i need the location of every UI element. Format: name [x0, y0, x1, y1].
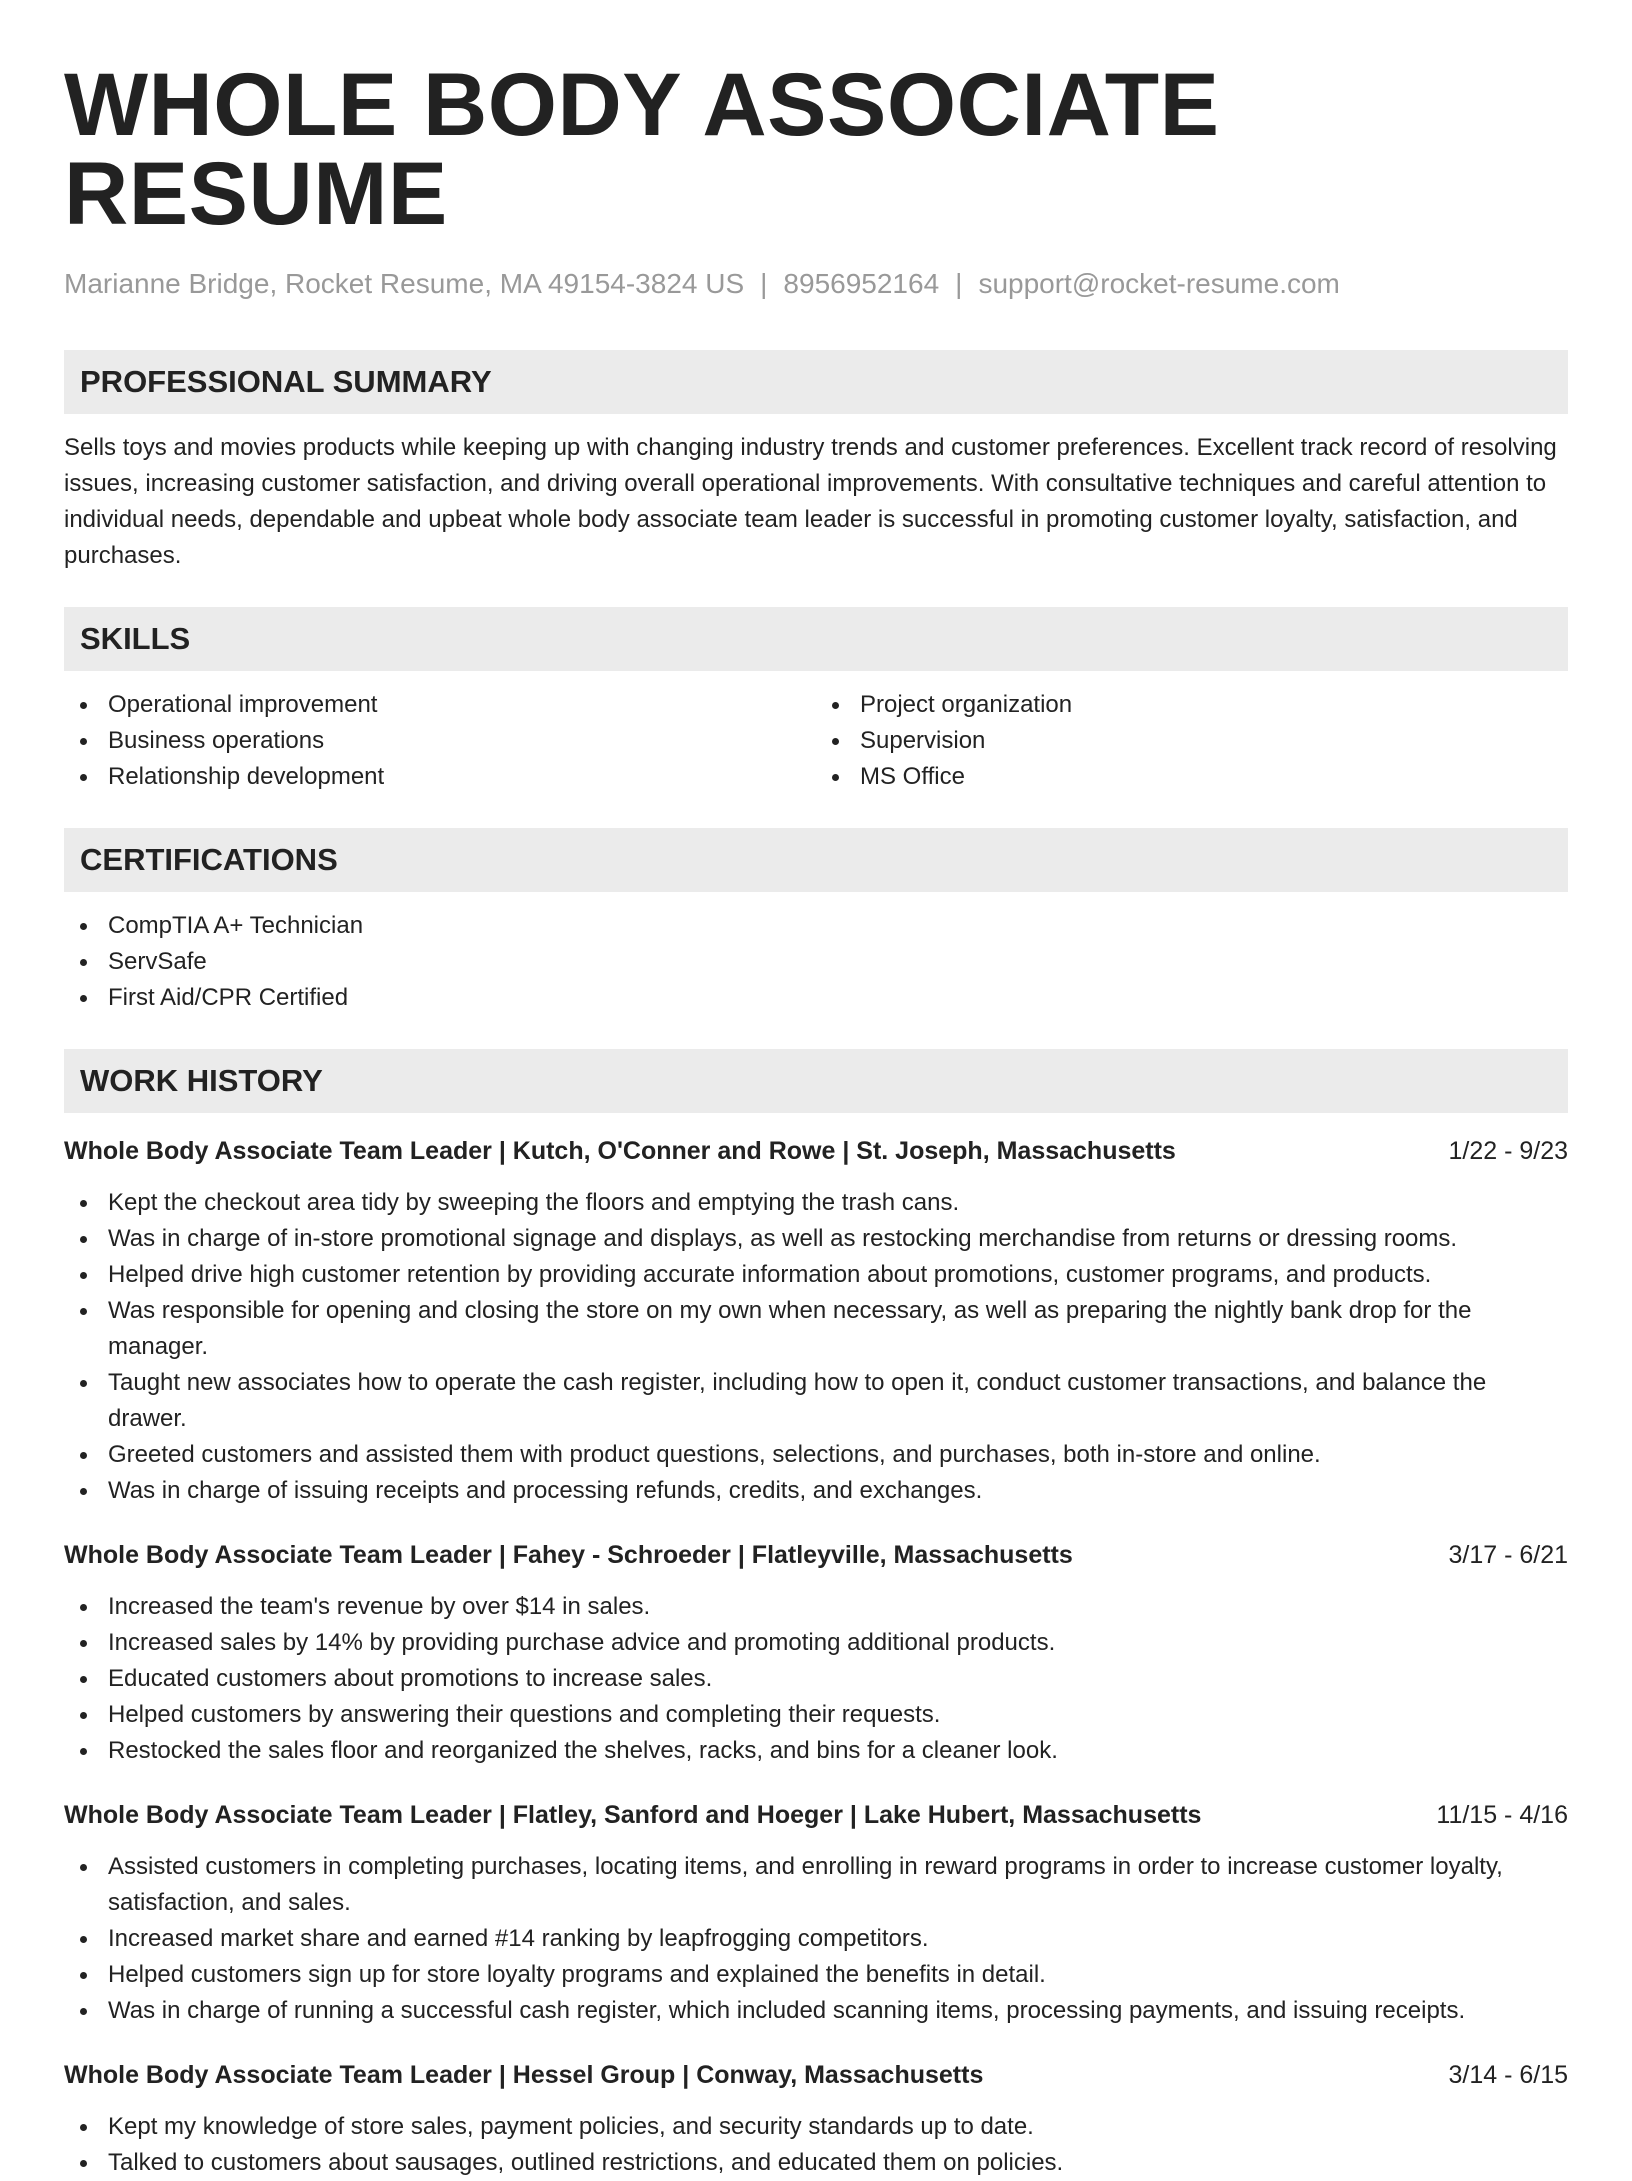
certifications-heading: CERTIFICATIONS [64, 828, 1568, 892]
skill-item: Project organization [816, 687, 1568, 723]
job-bullet: Was in charge of issuing receipts and processing refunds, credits, and exchanges. [64, 1473, 1568, 1509]
certification-item: CompTIA A+ Technician [64, 908, 1568, 944]
job-bullet: Increased market share and earned #14 ranking by leapfrogging competitors. [64, 1921, 1568, 1957]
job-bullet: Helped customers sign up for store loyalty programs and explained the benefits in detail. [64, 1957, 1568, 1993]
job-title: Whole Body Associate Team Leader | Flatley, Sanford and Hoeger | Lake Hubert, Massachusetts [64, 1801, 1202, 1829]
contact-phone: 8956952164 [783, 268, 940, 299]
job-entry [64, 2057, 1568, 2181]
job-bullet: Kept my knowledge of store sales, payment policies, and security standards up to date. [64, 2109, 1568, 2145]
job-entry [64, 1133, 1568, 1509]
skills-column-right [816, 687, 1568, 795]
job-bullets [64, 2109, 1568, 2181]
job-entry [64, 1537, 1568, 1769]
summary-heading: PROFESSIONAL SUMMARY [64, 350, 1568, 414]
skill-item: Relationship development [64, 759, 816, 795]
job-bullet: Assisted customers in completing purchases, locating items, and enrolling in reward programs in order to increase customer loyalty, satisfaction, and sales. [64, 1849, 1568, 1921]
summary-text: Sells toys and movies products while keeping up with changing industry trends and customer preferences. Excellent track record of resolving issues, increasing customer satisfaction, and driving overall operational improvements. With consultative techniques and careful attention to individual needs, dependable and upbeat whole body associate team leader is successful in promoting customer loyalty, satisfaction, and purchases. [64, 434, 1557, 569]
skills-heading: SKILLS [64, 607, 1568, 671]
job-dates: 11/15 - 4/16 [1436, 1801, 1568, 1829]
contact-address: Marianne Bridge, Rocket Resume, MA 49154-3824 US [64, 268, 745, 299]
skill-item: Operational improvement [64, 687, 816, 723]
job-bullets [64, 1185, 1568, 1509]
job-bullet: Helped drive high customer retention by providing accurate information about promotions, customer programs, and products. [64, 1257, 1568, 1293]
work-history-heading: WORK HISTORY [64, 1049, 1568, 1113]
job-dates: 3/14 - 6/15 [1448, 2061, 1568, 2089]
job-bullet: Greeted customers and assisted them with product questions, selections, and purchases, both in-store and online. [64, 1437, 1568, 1473]
job-bullet: Was in charge of running a successful cash register, which included scanning items, processing payments, and issuing receipts. [64, 1993, 1568, 2029]
job-bullets [64, 1849, 1568, 2029]
resume-title: WHOLE BODY ASSOCIATE RESUME [64, 54, 1220, 243]
contact-email: support@rocket-resume.com [978, 268, 1340, 299]
skill-item: Supervision [816, 723, 1568, 759]
certification-item: ServSafe [64, 944, 1568, 980]
job-title: Whole Body Associate Team Leader | Hessel Group | Conway, Massachusetts [64, 2061, 984, 2089]
skills-column-left [64, 687, 816, 795]
job-entry [64, 1797, 1568, 2029]
contact-line [64, 268, 1568, 300]
job-title: Whole Body Associate Team Leader | Fahey - Schroeder | Flatleyville, Massachusetts [64, 1541, 1073, 1569]
job-bullet: Was responsible for opening and closing the store on my own when necessary, as well as preparing the nightly bank drop for the manager. [64, 1293, 1568, 1365]
skill-item: Business operations [64, 723, 816, 759]
job-title: Whole Body Associate Team Leader | Kutch, O'Conner and Rowe | St. Joseph, Massachusetts [64, 1137, 1176, 1165]
job-bullet: Restocked the sales floor and reorganized the shelves, racks, and bins for a cleaner look. [64, 1733, 1568, 1769]
job-header [64, 1133, 1568, 1169]
job-dates: 1/22 - 9/23 [1448, 1137, 1568, 1165]
skills-list [64, 687, 1568, 795]
contact-separator: | [760, 268, 768, 299]
job-bullet: Kept the checkout area tidy by sweeping the floors and emptying the trash cans. [64, 1185, 1568, 1221]
certification-item: First Aid/CPR Certified [64, 980, 1568, 1016]
job-header [64, 2057, 1568, 2093]
job-bullet: Was in charge of in-store promotional signage and displays, as well as restocking merchandise from returns or dressing rooms. [64, 1221, 1568, 1257]
certifications-list [64, 908, 1568, 1016]
job-dates: 3/17 - 6/21 [1448, 1541, 1568, 1569]
job-bullet: Taught new associates how to operate the cash register, including how to open it, conduct customer transactions, and balance the drawer. [64, 1365, 1568, 1437]
job-bullet: Helped customers by answering their questions and completing their requests. [64, 1697, 1568, 1733]
job-bullet: Increased sales by 14% by providing purchase advice and promoting additional products. [64, 1625, 1568, 1661]
contact-separator: | [955, 268, 963, 299]
job-bullet: Increased the team's revenue by over $14 in sales. [64, 1589, 1568, 1625]
job-bullets [64, 1589, 1568, 1769]
job-bullet: Educated customers about promotions to increase sales. [64, 1661, 1568, 1697]
skill-item: MS Office [816, 759, 1568, 795]
job-header [64, 1537, 1568, 1573]
job-header [64, 1797, 1568, 1833]
job-bullet: Talked to customers about sausages, outlined restrictions, and educated them on policies. [64, 2145, 1568, 2181]
